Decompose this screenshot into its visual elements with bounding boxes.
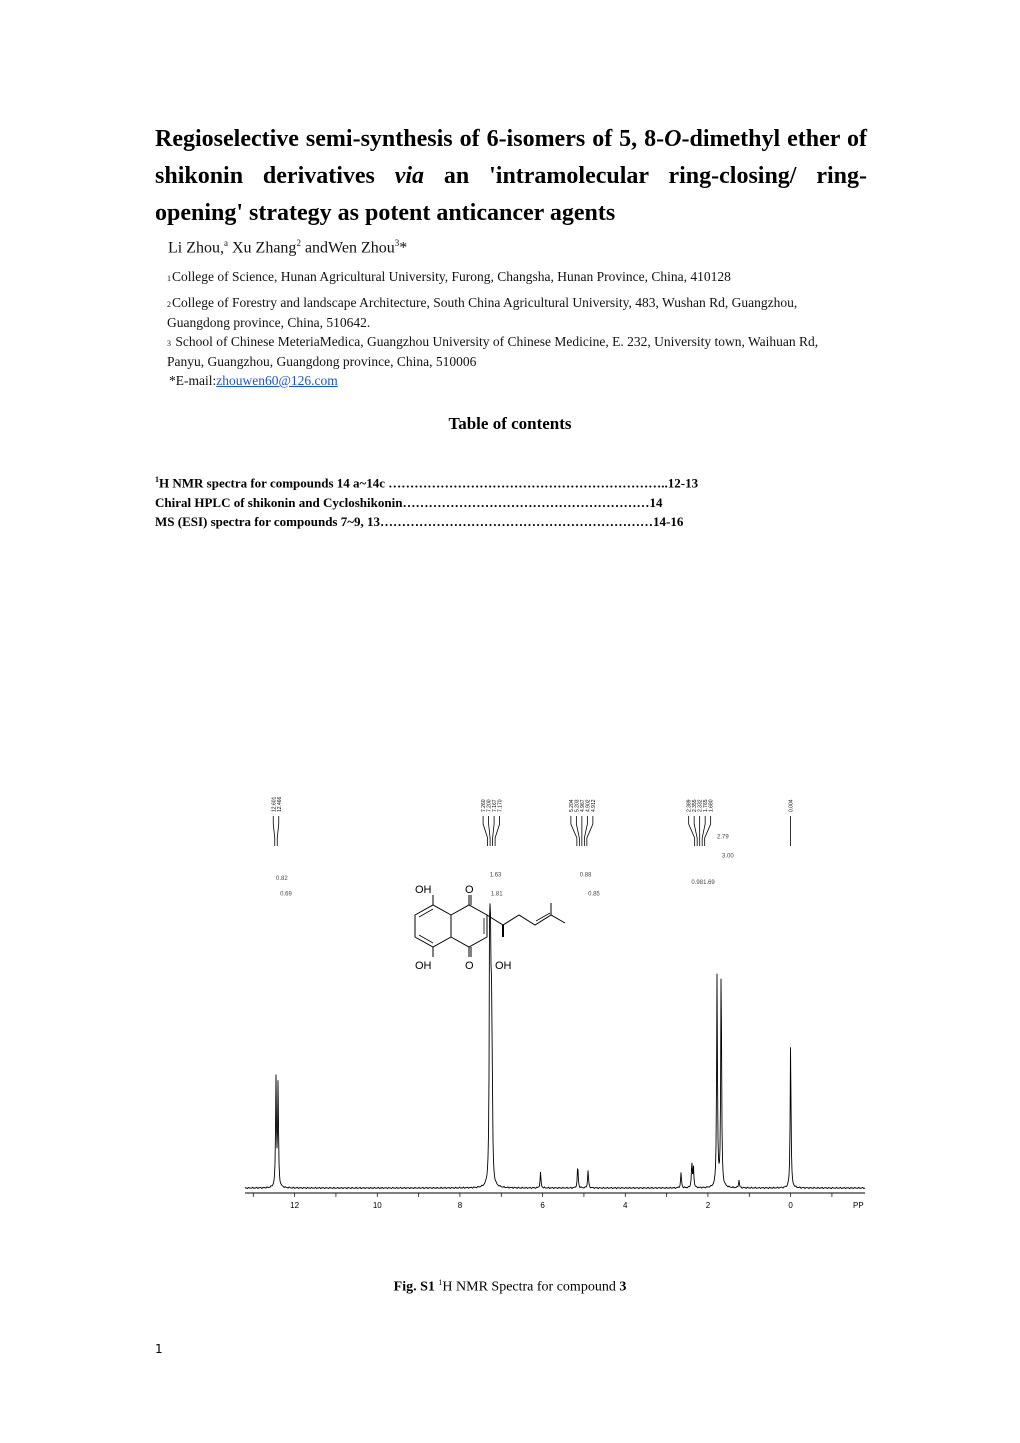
axis-tick-label: 2: [705, 1201, 711, 1210]
integral-label: 3.00: [721, 853, 734, 860]
structure-label: O: [465, 960, 474, 972]
peak-leader: [277, 816, 279, 846]
peak-labels: [271, 796, 794, 812]
peak-label: 7.167: [492, 799, 499, 812]
peak-label: 12.466: [276, 796, 283, 812]
integral-labels: [276, 834, 734, 897]
peak-label: 4.967: [579, 799, 586, 812]
aromatic-ring: [415, 905, 451, 947]
corresponding-email: *E-mail:zhouwen60@126.com: [169, 373, 338, 388]
peak-label: 4.902: [585, 799, 592, 812]
structure-label: OH: [415, 884, 432, 896]
peak-label: 12.601: [271, 796, 278, 812]
integral-label: 0.85: [588, 891, 600, 898]
peak-label: 7.200: [486, 799, 493, 812]
author-list: Li Zhou,$^a$ Xu Zhang$^2$ andWen Zhou$^3$*: [168, 238, 408, 257]
toc-entry[interactable]: $^1$H NMR spectra for compounds 14 a~14c ………………………………………………………..12-13: [155, 475, 699, 491]
peak-leader: [489, 816, 491, 846]
integral-label: 0.981.69: [691, 880, 715, 886]
peak-leader: [689, 816, 695, 846]
paper-title: Regioselective semi-synthesis of 6-isomers of 5, 8-O-dimethyl ether of shikonin derivatives via an 'intramolecular ring-closing/ ring-opening' strategy as potent anticancer agents: [155, 126, 867, 226]
toc-entry[interactable]: MS (ESI) spectra for compounds 7~9, 13………………………………………………………14-16: [155, 514, 684, 530]
structure-label: OH: [415, 960, 432, 972]
peak-leader: [273, 816, 275, 846]
peak-label: 4.912: [590, 799, 597, 812]
toc-entry[interactable]: Chiral HPLC of shikonin and Cycloshikonin…………………………………………………14: [155, 494, 663, 510]
axis-tick-label: 4: [623, 1201, 628, 1210]
axis-tick-label: 0: [788, 1201, 793, 1210]
axis-tick-label: 10: [372, 1201, 382, 1210]
affiliation-3: 3 School of Chinese MeteriaMedica, Guangzhou University of Chinese Medicine, E. 232, University town, Waihuan Rd, Panyu, Guangzhou, Guangdong province, China, 510006: [167, 334, 819, 369]
affiliation-2: 2College of Forestry and landscape Architecture, South China Agricultural University, 483, Wushan Rd, Guangzhou, Guangdong province, China, 510642.: [167, 295, 798, 330]
peak-label: 1.765: [703, 799, 710, 812]
spectrum-trace: [245, 903, 865, 1188]
structure-label: OH: [495, 960, 512, 972]
axis-tick-label: 12: [290, 1201, 300, 1210]
integral-label: 0.82: [276, 876, 288, 883]
peak-label: 5.204: [568, 799, 575, 812]
peak-leader: [493, 816, 495, 846]
integral-label: 0.69: [280, 891, 292, 898]
integral-label: 2.79: [717, 834, 729, 841]
peak-label: 7.170: [497, 799, 504, 812]
nmr-spectrum: [235, 780, 875, 1220]
peak-label: 7.260: [481, 799, 488, 812]
peak-label: 2.332: [697, 799, 704, 812]
figure-caption: Fig. S1 $^1$H NMR Spectra for compound 3: [393, 1278, 627, 1295]
axis-tick-label: 8: [457, 1201, 463, 1210]
table-of-contents: [155, 470, 855, 532]
toc-heading: Table of contents: [448, 414, 572, 433]
email-link[interactable]: zhouwen60@126.com: [216, 373, 338, 388]
peak-leader: [495, 816, 500, 846]
affiliation-1: 1College of Science, Hunan Agricultural University, Furong, Changsha, Hunan Province, China, 410128: [167, 269, 731, 284]
peak-label: 2.355: [692, 799, 699, 812]
peak-leader: [483, 816, 488, 846]
x-axis-unit: PP: [853, 1201, 864, 1210]
peak-leader-lines: [273, 816, 790, 846]
quinone-ring: [451, 905, 487, 947]
peak-label: 0.004: [788, 799, 795, 812]
peak-label: 5.203: [574, 799, 581, 812]
peak-leader: [587, 816, 593, 846]
integral-label: 1.81: [490, 891, 503, 898]
integral-label: 0.88: [579, 872, 592, 879]
structure-label: O: [465, 884, 474, 896]
peak-label: 1.680: [708, 799, 715, 812]
axis-tick-label: 6: [540, 1201, 545, 1210]
x-axis-ticks: [253, 1193, 832, 1210]
page-number: 1: [155, 1342, 163, 1356]
integral-label: 1.63: [489, 872, 502, 879]
peak-label: 2.389: [686, 799, 693, 812]
